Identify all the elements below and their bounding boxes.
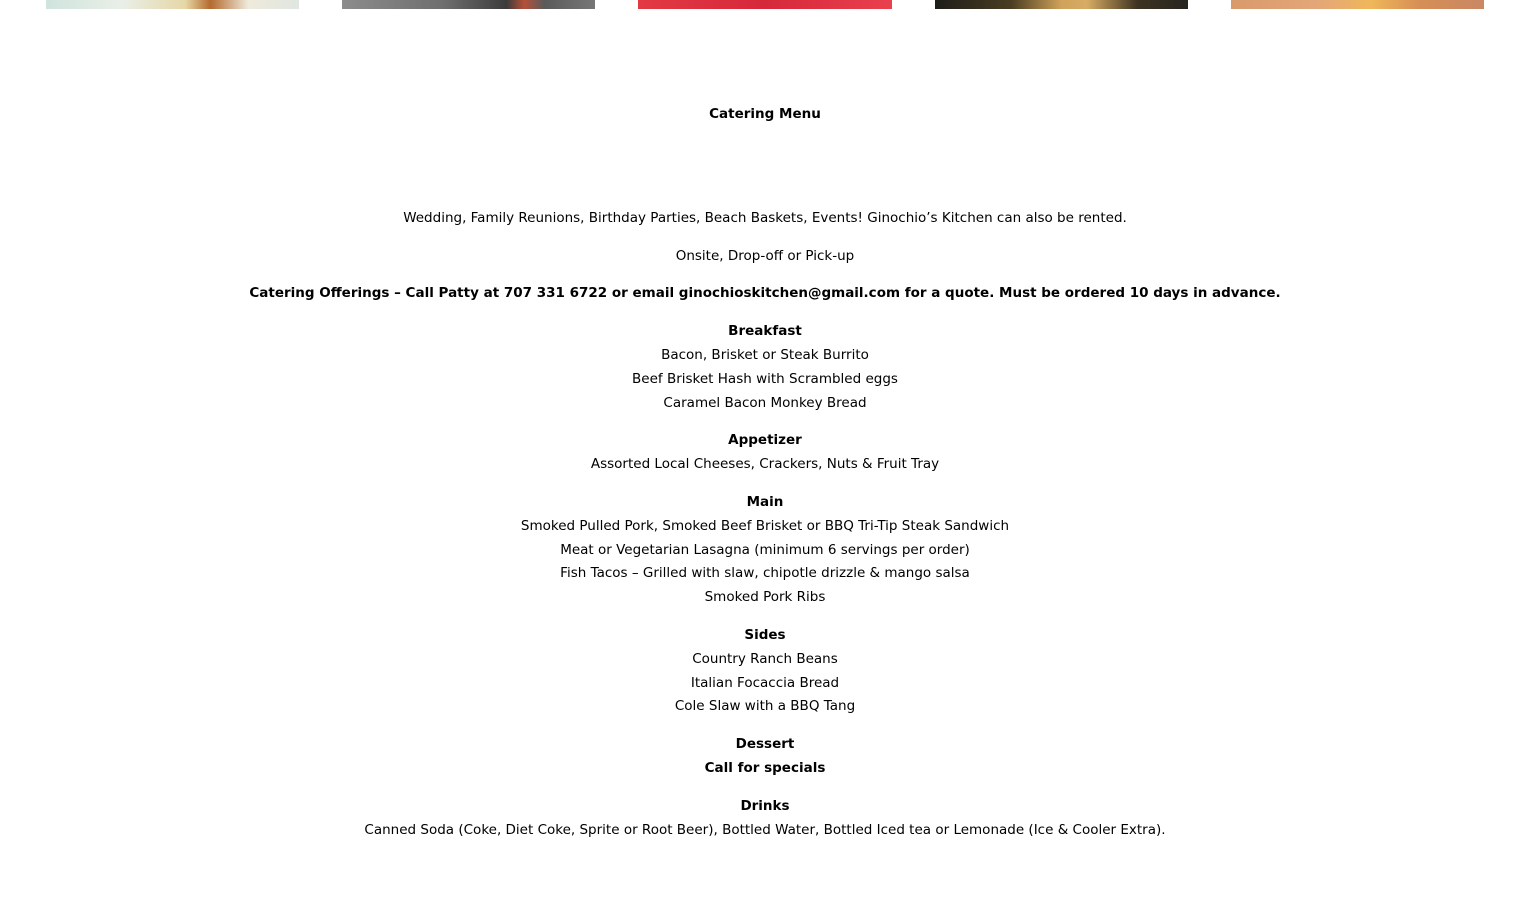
gallery-image-3[interactable] xyxy=(638,0,892,9)
menu-item: Cole Slaw with a BBQ Tang xyxy=(674,698,856,714)
menu-item: Bacon, Brisket or Steak Burrito xyxy=(661,347,869,363)
breakfast-heading: Breakfast xyxy=(728,323,802,339)
dessert-note: Call for specials xyxy=(704,760,826,776)
photo-gallery-strip xyxy=(0,0,1530,9)
menu-item: Country Ranch Beans xyxy=(692,651,838,667)
menu-item: Fish Tacos – Grilled with slaw, chipotle drizzle & mango salsa xyxy=(560,565,970,581)
menu-item: Smoked Pulled Pork, Smoked Beef Brisket or BBQ Tri-Tip Steak Sandwich xyxy=(520,518,1010,534)
menu-item: Smoked Pork Ribs xyxy=(704,589,826,605)
service-options-text: Onsite, Drop-off or Pick-up xyxy=(675,248,855,264)
menu-item: Canned Soda (Coke, Diet Coke, Sprite or Root Beer), Bottled Water, Bottled Iced tea or Lemonade (Ice & Cooler Extra). xyxy=(364,822,1166,838)
dessert-heading: Dessert xyxy=(735,736,795,752)
sides-heading: Sides xyxy=(744,627,786,643)
gallery-image-5[interactable] xyxy=(1231,0,1484,9)
menu-item: Meat or Vegetarian Lasagna (minimum 6 servings per order) xyxy=(560,542,970,558)
intro-text: Wedding, Family Reunions, Birthday Parties, Beach Baskets, Events! Ginochio’s Kitchen can also be rented. xyxy=(403,210,1127,226)
menu-item: Beef Brisket Hash with Scrambled eggs xyxy=(632,371,898,387)
gallery-image-2[interactable] xyxy=(342,0,595,9)
gallery-image-4[interactable] xyxy=(935,0,1188,9)
menu-item: Italian Focaccia Bread xyxy=(690,675,840,691)
drinks-heading: Drinks xyxy=(740,798,790,814)
gallery-image-1[interactable] xyxy=(46,0,299,9)
offerings-contact-text: Catering Offerings – Call Patty at 707 331 6722 or email ginochioskitchen@gmail.com for a quote. Must be ordered 10 days in advance. xyxy=(249,285,1281,301)
main-heading: Main xyxy=(746,494,784,510)
menu-item: Caramel Bacon Monkey Bread xyxy=(663,395,867,411)
menu-item: Assorted Local Cheeses, Crackers, Nuts & Fruit Tray xyxy=(590,456,940,472)
appetizer-heading: Appetizer xyxy=(728,432,802,448)
page-title: Catering Menu xyxy=(709,106,821,122)
